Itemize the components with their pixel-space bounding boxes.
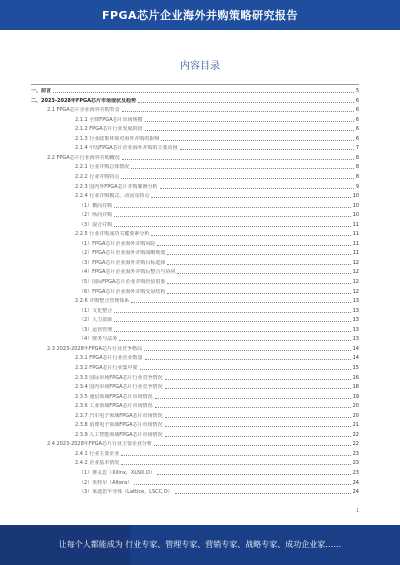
toc-leader-dots [121,177,354,179]
toc-entry-label: 2.2.4 行业并购模式、动因及特点 [75,193,150,200]
toc-leader-dots [122,110,354,112]
toc-entry-label: 2.1.1 全球FPGA芯片市场规模 [75,116,143,123]
toc-leader-dots [165,378,351,380]
toc-entry-label: 二、2023-2028年FPGA芯片市场现状及趋势 [31,97,136,104]
toc-entry-page: 23 [352,470,359,476]
toc-leader-dots [167,263,350,265]
toc-heading: 内容目录 [180,61,220,72]
toc-entry[interactable] [31,154,359,161]
toc-entry[interactable] [31,402,359,409]
toc-leader-dots [165,435,351,437]
toc-entry-page: 13 [352,298,359,305]
page-number: 1 [355,508,359,514]
footer-banner [0,525,400,565]
toc-entry[interactable] [31,431,359,438]
toc-entry[interactable] [31,412,359,419]
toc-leader-dots [151,234,350,236]
toc-entry[interactable] [31,125,359,132]
toc-entry-page: 7 [355,145,359,152]
toc-entry-page: 9 [355,183,359,190]
toc-entry-label: 2.3.2 FPGA芯片行业集中度 [75,364,138,371]
toc-entry[interactable] [31,393,359,400]
toc-entry[interactable] [31,87,359,94]
toc-entry-label: 2.2.1 行业并购总体情况 [75,164,130,171]
toc-leader-dots [165,387,351,389]
toc-entry-label: 2.4 2023-2028年FPGA芯片行业主要企业分析 [47,441,152,448]
toc-entry-page: 13 [352,307,359,314]
toc-entry-label: （3）莱迪思半导体（Lattice，LSCC.O） [79,489,173,496]
toc-entry-page: 11 [352,231,359,238]
toc-entry-page: 14 [352,355,359,362]
toc-leader-dots [161,139,353,141]
toc-entry-label: （2）纵向并购 [79,212,113,219]
toc-entry-page: 16 [352,374,359,381]
toc-entry-label: （2）人力资源 [79,317,113,324]
toc-entry-page: 11 [352,240,359,247]
toc-entry[interactable] [31,97,359,104]
toc-entry-page: 13 [352,317,359,324]
toc-entry[interactable] [31,326,359,333]
toc-entry-label: 2.3.7 汽车电子领域FPGA芯片市场情况 [75,412,163,419]
toc-entry-label: 2.2 FPGA芯片行业海外并购概况 [47,154,120,161]
toc-entry-page: 24 [352,489,359,496]
toc-entry-page: 12 [352,288,359,295]
toc-entry-label: （1）赛灵思（Xilinx，XLNX.O） [79,470,155,476]
toc-entry-page: 14 [352,345,359,352]
toc-entry[interactable] [31,440,359,447]
toc-entry-label: 2.1.4 中国FPGA芯片企业海外并购的主要动因 [75,145,178,152]
toc-entry-label: （1）横向并购 [79,202,113,209]
toc-entry-label: 2.3.3 国际市场FPGA芯片行业竞争情况 [75,374,163,381]
toc-entry-label: 2.2.3 国内外FPGA芯片并购案例分析 [75,183,158,190]
toc-entry-label: 2.4.1 行业主要企业 [75,450,120,457]
toc-entry-label: 2.3.9 人工智能领域FPGA芯片市场情况 [75,431,163,438]
toc-entry-page: 18 [352,384,359,391]
footer-slogan: 让每个人都能成为 行业专家、管理专家、营销专家、战略专家、成功企业家…… [58,540,342,549]
toc-entry-page: 22 [352,441,359,448]
toc-entry-page: 13 [352,336,359,343]
toc-entry[interactable] [31,249,359,256]
toc-entry-page: 21 [352,422,359,429]
toc-entry[interactable] [31,288,359,295]
toc-leader-dots [131,301,350,303]
toc-entry-page: 10 [352,193,359,200]
toc-leader-dots [165,425,351,427]
toc-leader-dots [151,196,350,198]
toc-leader-dots [144,349,351,351]
toc-entry-page: 10 [352,212,359,219]
toc-entry[interactable] [31,192,359,199]
toc-entry[interactable] [31,450,359,457]
toc-entry-label: 2.3.1 FPGA芯片行业企业数量 [75,355,143,362]
toc-entry[interactable] [31,383,359,390]
toc-entry[interactable] [31,421,359,428]
toc-entry[interactable] [31,354,359,361]
toc-entry[interactable] [31,335,359,342]
toc-entry-label: （3）FPGA芯片企业海外并购目标选择 [79,259,166,266]
toc-entry-page: 23 [352,460,359,467]
toc-entry[interactable] [31,211,359,218]
toc-entry-label: （2）FPGA芯片企业海外并购战略规划 [79,250,166,257]
toc-entry-page: 23 [352,450,359,457]
toc-entry-page: 8 [355,164,359,171]
toc-leader-dots [155,406,351,408]
toc-entry-page: 5 [355,88,359,94]
toc-leader-dots [121,454,350,456]
toc-entry-label: 2.3.4 国内市场FPGA芯片行业竞争情况 [75,384,163,391]
toc-entry[interactable] [31,459,359,466]
toc-leader-dots [167,282,350,284]
toc-leader-dots [154,444,351,446]
toc-entry-label: 2.3.5 通信领域FPGA芯片市场情况 [75,393,153,400]
toc-entry-label: 2.1.2 FPGA芯片行业发展阶段 [75,126,143,133]
toc-entry-label: 2.3.8 消费电子领域FPGA芯片市场情况 [75,422,163,429]
toc-entry-label: （3）混合并购 [79,221,113,228]
toc-leader-dots [145,358,351,360]
toc-entry-page: 6 [355,107,359,114]
toc-leader-dots [167,253,350,255]
toc-entry-label: 一、前言 [31,88,52,94]
toc-entry-page: 20 [352,403,359,410]
toc-entry-label: （3）运营管理 [79,326,113,333]
toc-entry-label: （4）财务与法务 [79,336,118,343]
toc-leader-dots [145,120,354,122]
toc-leader-dots [180,148,354,150]
toc-entry-label: （4）FPGA芯片企业海外并购后整合与协同 [79,269,176,276]
toc-leader-dots [53,91,354,93]
toc-entry-page: 6 [355,97,359,104]
toc-entry-page: 22 [352,431,359,438]
toc-entry[interactable] [31,106,359,113]
toc-entry-page: 6 [355,135,359,142]
toc-entry-page: 8 [355,173,359,180]
toc-entry-page: 11 [352,250,359,257]
toc-leader-dots [134,483,350,485]
toc-entry[interactable] [31,469,359,476]
toc-entry[interactable] [31,240,359,247]
toc-entry[interactable] [31,297,359,304]
toc-leader-dots [157,473,351,475]
toc-entry[interactable] [31,135,359,142]
toc-leader-dots [157,244,350,246]
toc-entry-page: 12 [352,269,359,276]
toc-entry-page: 6 [355,126,359,133]
toc-leader-dots [114,311,350,313]
toc-entry-label: 2.4.2 企业基本情况 [75,460,120,467]
toc-entry[interactable] [31,268,359,275]
toc-leader-dots [119,339,350,341]
toc-entry[interactable] [31,116,359,123]
toc-entry[interactable] [31,202,359,209]
toc-leader-dots [121,463,350,465]
toc-entry-label: 2.2.5 行业并购成功关键要素分析 [75,231,150,238]
toc-entry[interactable] [31,364,359,371]
toc-leader-dots [167,292,350,294]
toc-entry[interactable] [31,173,359,180]
toc-entry[interactable] [31,307,359,314]
toc-entry[interactable] [31,278,359,285]
toc-entry-label: （1）FPGA芯片企业海外并购风险 [79,240,156,247]
toc-entry[interactable] [31,259,359,266]
toc-entry-label: （5）国际FPGA芯片企业并购经验借鉴 [79,279,166,285]
toc-entry[interactable] [31,345,359,352]
toc-entry-label: （1）文化整合 [79,307,113,314]
toc-entry-page: 20 [352,412,359,419]
toc-leader-dots [155,397,351,399]
toc-leader-dots [140,368,351,370]
toc-leader-dots [114,320,350,322]
toc-entry-label: 2.1 FPGA芯片企业海外并购背景 [47,107,120,114]
toc-entry-label: 2.3.6 工业领域FPGA芯片市场情况 [75,403,153,410]
toc-entry-page: 12 [352,279,359,285]
toc-entry[interactable] [31,144,359,151]
toc-leader-dots [177,272,350,274]
toc-entry-page: 6 [355,116,359,123]
toc-entry-label: （6）FPGA芯片企业海外并购交易结构 [79,288,166,295]
toc-leader-dots [160,187,354,189]
toc-leader-dots [131,167,354,169]
toc-leader-dots [114,215,350,217]
toc-entry-label: 2.1.3 行业政策环境对海外并购的影响 [75,135,160,142]
toc-entry-page: 12 [352,259,359,266]
toc-entry-label: （2）英特尔（Altera） [79,479,133,486]
toc-entry-page: 19 [352,393,359,400]
toc-entry-page: 15 [352,364,359,371]
toc-leader-dots [175,492,351,494]
toc-leader-dots [114,330,350,332]
toc-entry-page: 8 [355,154,359,161]
toc-entry-label: 2.3 2023-2028年FPGA芯片行业竞争格局 [47,345,142,352]
toc-entry-page: 11 [352,221,359,228]
toc-entry[interactable] [31,479,359,486]
toc-leader-dots [114,225,350,227]
toc-entry-page: 13 [352,326,359,333]
toc-entry[interactable] [31,488,359,495]
toc-entry[interactable] [31,316,359,323]
toc-entry[interactable] [31,230,359,237]
toc-entry[interactable] [31,221,359,228]
toc-leader-dots [114,206,350,208]
table-of-contents [31,84,359,509]
toc-leader-dots [122,158,354,160]
toc-leader-dots [138,101,354,103]
toc-leader-dots [145,129,354,131]
toc-entry-label: 2.2.2 行业并购特点 [75,173,120,180]
toc-entry[interactable] [31,374,359,381]
toc-entry-label: 2.2.6 并购整合管理体系 [75,298,130,305]
header-banner [0,0,400,30]
toc-entry-page: 10 [352,202,359,209]
toc-entry[interactable] [31,183,359,190]
toc-leader-dots [165,416,351,418]
toc-entry[interactable] [31,163,359,170]
toc-entry-page: 24 [352,479,359,486]
report-title: FPGA芯片企业海外并购策略研究报告 [101,9,299,22]
